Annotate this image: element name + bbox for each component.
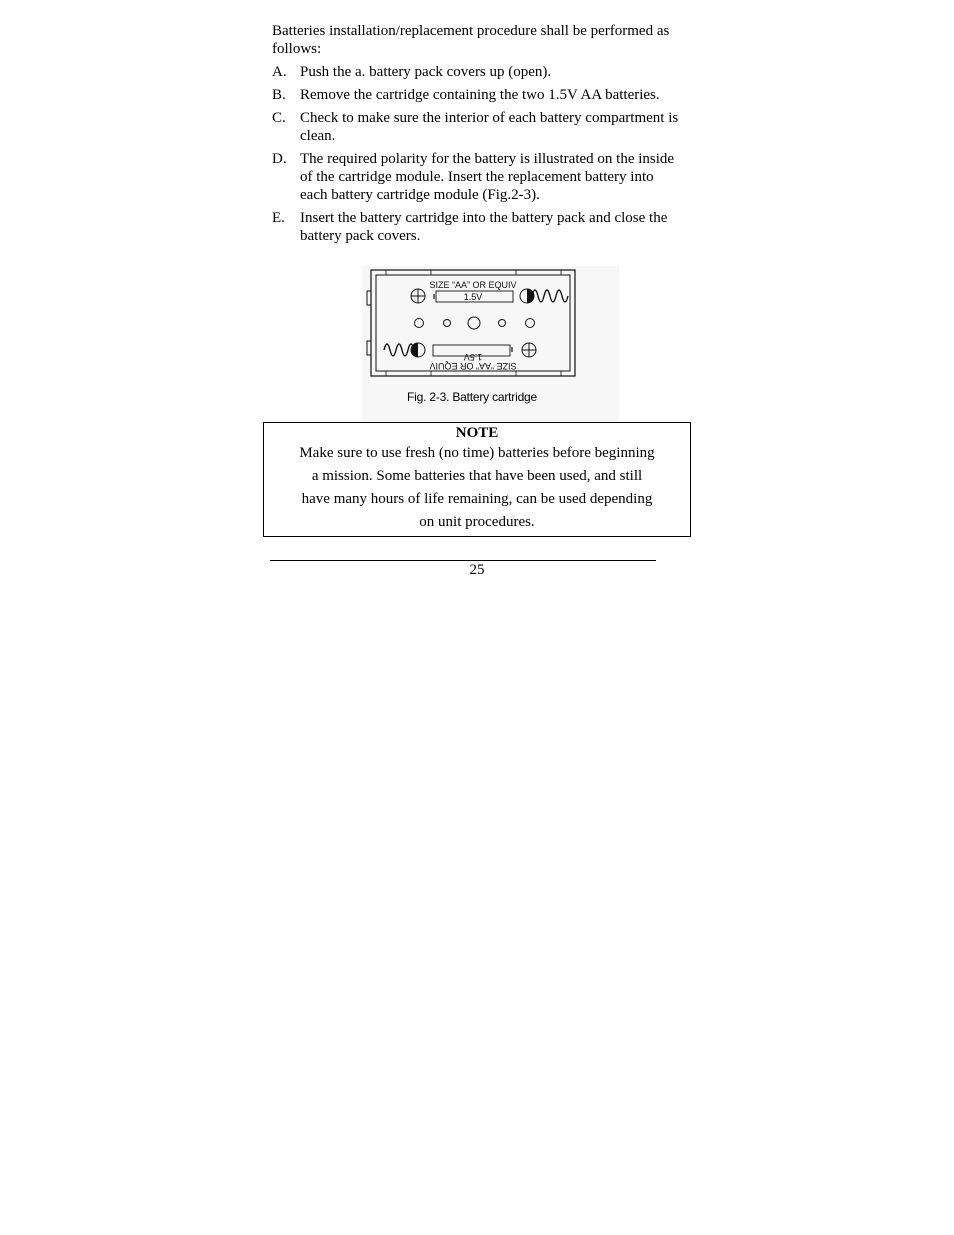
bottom-size-label: SIZE “AA” OR EQUIV <box>429 361 517 371</box>
step-item <box>272 63 684 81</box>
step-text: Push the a. battery pack covers up (open). <box>300 64 552 80</box>
step-letter: E. <box>272 210 285 226</box>
step-letter: C. <box>272 110 286 126</box>
minus-terminal-icon <box>411 343 425 357</box>
step-text: The required polarity for the battery is illustrated on the inside of the cartridge module. Insert the replacement battery into each battery cartridge module (Fig.2-3). <box>300 151 675 203</box>
note-line: on unit procedures. <box>419 514 535 530</box>
step-item <box>272 86 684 104</box>
procedure-steps <box>272 63 684 245</box>
spring-contact <box>532 290 568 302</box>
note-line: Make sure to use fresh (no time) batteries before beginning <box>299 445 655 461</box>
minus-terminal-icon <box>520 289 534 303</box>
step-text: Check to make sure the interior of each battery compartment is clean. <box>300 110 679 144</box>
bottom-voltage-label: 1.5V <box>463 352 483 362</box>
step-letter: B. <box>272 87 286 103</box>
page-body <box>272 22 684 250</box>
note-box <box>263 422 691 537</box>
note-line: have many hours of life remaining, can be used depending <box>301 491 653 507</box>
note-line: a mission. Some batteries that have been used, and still <box>311 468 643 484</box>
step-item <box>272 109 684 145</box>
page-number: 25 <box>469 562 485 578</box>
intro-paragraph: Batteries installation/replacement procedure shall be performed as follows: <box>272 23 670 57</box>
plus-terminal-icon <box>411 289 425 303</box>
note-title: NOTE <box>455 425 499 441</box>
plus-terminal-icon <box>522 343 536 357</box>
figure-caption: Fig. 2-3. Battery cartridge <box>407 390 537 404</box>
spring-contact <box>384 344 414 356</box>
step-item <box>272 209 684 245</box>
top-size-label: SIZE “AA” OR EQUIV <box>429 280 517 290</box>
step-text: Remove the cartridge containing the two 1.5V AA batteries. <box>300 87 660 103</box>
top-voltage-label: 1.5V <box>463 292 483 302</box>
step-text: Insert the battery cartridge into the battery pack and close the battery pack covers. <box>300 210 668 244</box>
vent-holes <box>415 317 535 329</box>
battery-cartridge-figure <box>362 266 619 421</box>
step-letter: A. <box>272 64 287 80</box>
step-letter: D. <box>272 151 287 167</box>
step-item <box>272 150 684 204</box>
